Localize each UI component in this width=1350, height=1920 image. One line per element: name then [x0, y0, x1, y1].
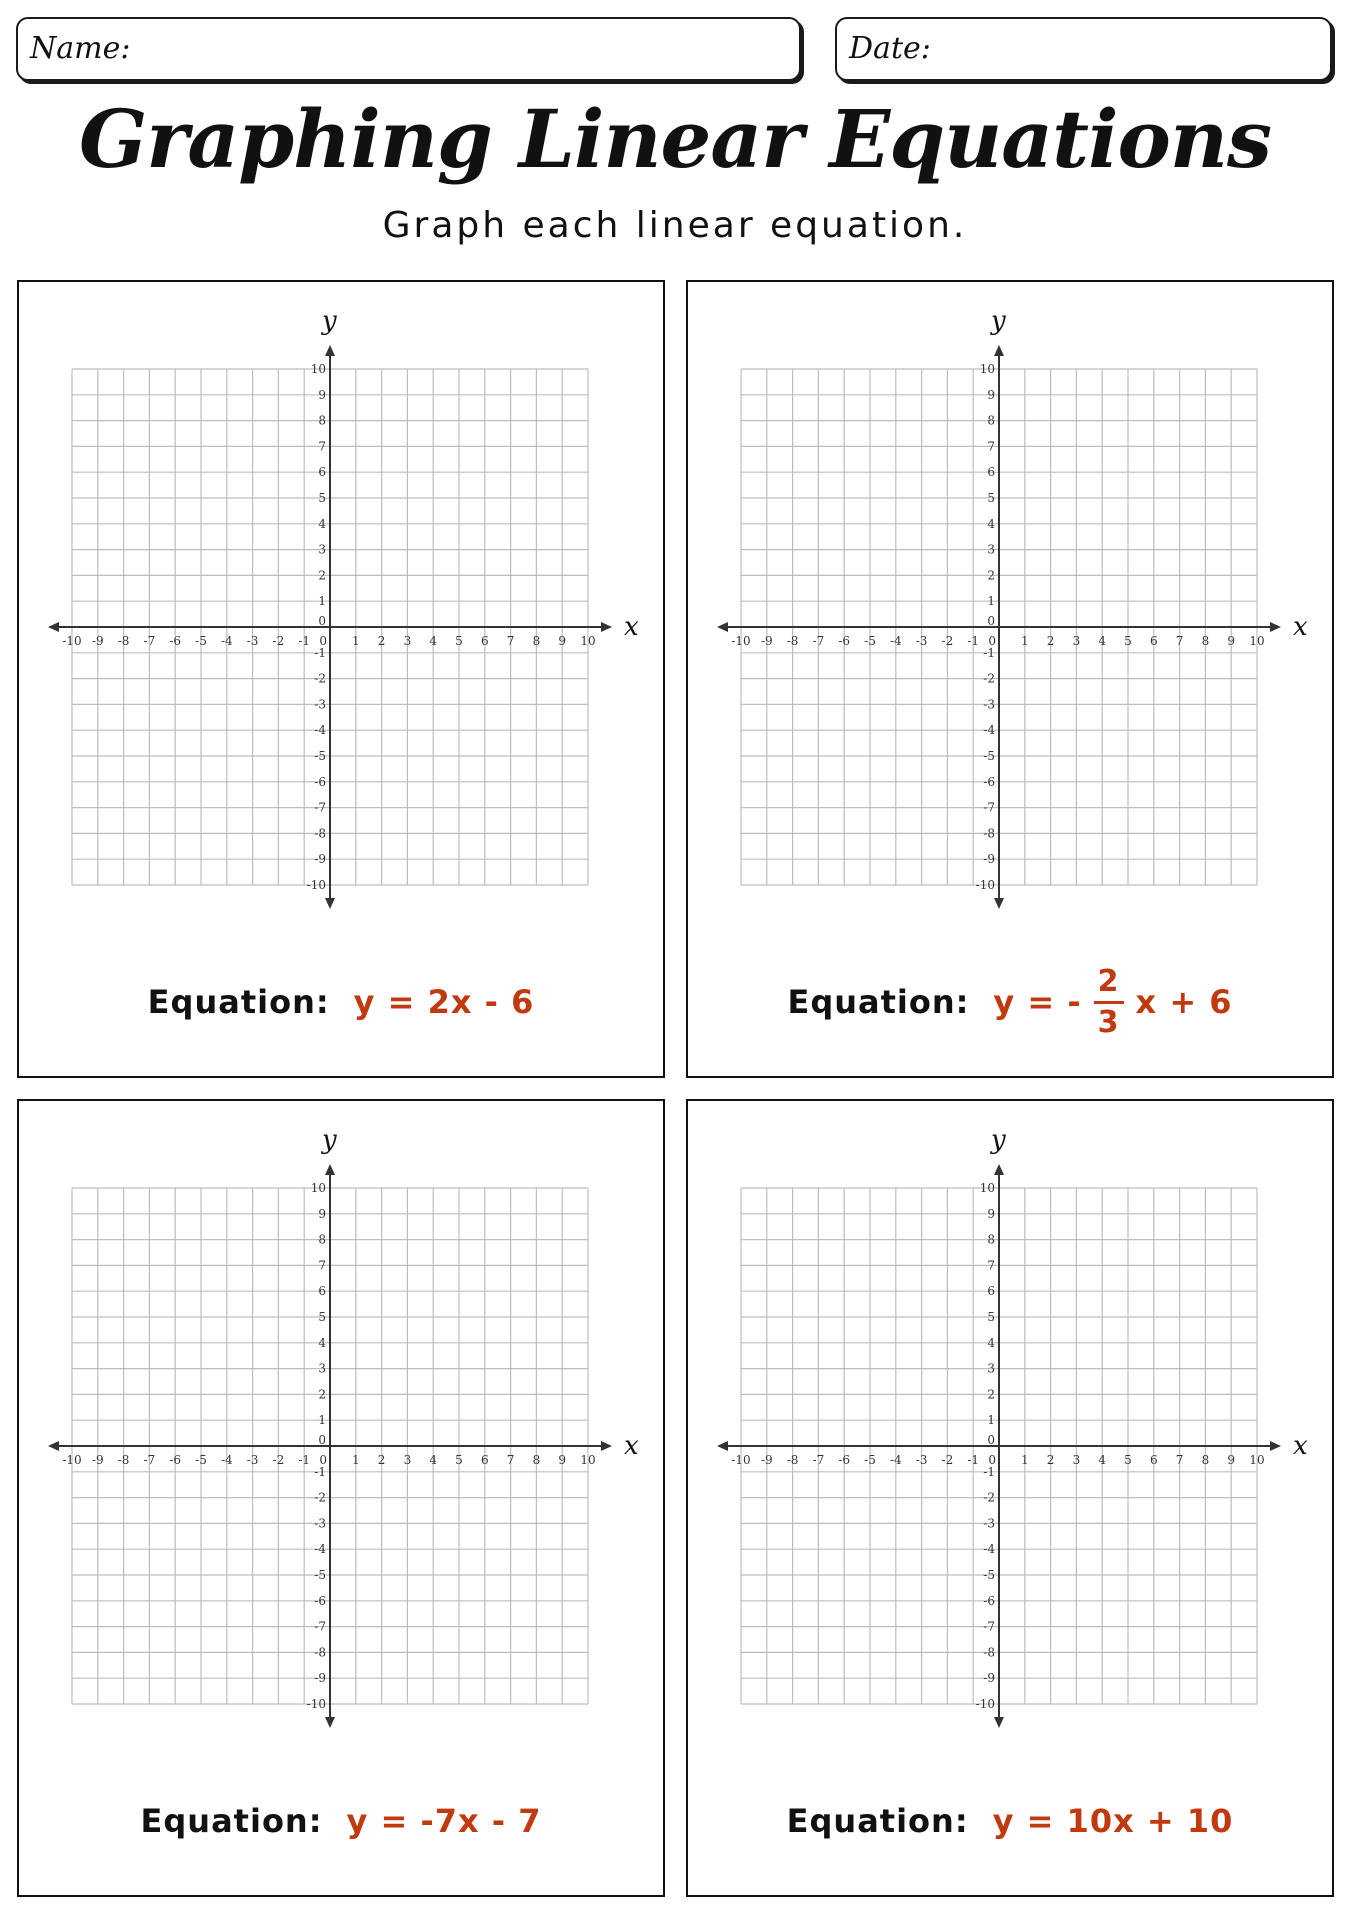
- x-tick-label: 9: [558, 1453, 567, 1467]
- x-axis-label: x: [1293, 612, 1308, 642]
- y-tick-label: -6: [983, 1593, 995, 1608]
- y-tick-label: 0: [318, 614, 326, 628]
- y-tick-label: 1: [987, 594, 995, 609]
- x-axis-arrow-left: [48, 622, 59, 632]
- x-tick-label: 10: [1249, 634, 1265, 648]
- y-tick-label: -6: [983, 774, 995, 789]
- y-axis-label: y: [322, 306, 337, 336]
- x-tick-label: 10: [580, 634, 596, 648]
- x-axis-label: x: [624, 612, 639, 642]
- y-axis-arrow-down: [325, 1717, 335, 1728]
- y-tick-label: 0: [318, 1433, 326, 1447]
- y-tick-label: -7: [314, 800, 326, 815]
- x-tick-label: 6: [480, 1453, 489, 1467]
- y-tick-label: -5: [983, 1568, 995, 1582]
- y-tick-label: 3: [987, 1361, 995, 1376]
- x-tick-label: 2: [1046, 1453, 1055, 1467]
- x-tick-label: -9: [760, 1453, 773, 1467]
- y-tick-label: 4: [318, 1335, 326, 1350]
- problem-panel-1: [17, 280, 665, 1078]
- x-tick-label: 8: [532, 1453, 541, 1467]
- coordinate-grid[interactable]: [19, 282, 663, 962]
- equation-expression: [993, 963, 1233, 1040]
- y-axis-arrow-up: [325, 1164, 335, 1175]
- y-tick-label: -3: [983, 697, 995, 712]
- name-label: Name:: [30, 31, 131, 66]
- x-tick-label: -3: [246, 634, 259, 648]
- equation-label: Equation:: [787, 983, 970, 1021]
- x-tick-label: 0: [988, 1453, 996, 1467]
- y-tick-label: 7: [987, 1258, 995, 1273]
- x-tick-label: -4: [889, 634, 902, 648]
- y-tick-label: -4: [314, 1542, 326, 1557]
- y-tick-label: 4: [987, 1335, 995, 1350]
- y-tick-label: -10: [306, 878, 326, 892]
- y-axis-arrow-up: [994, 1164, 1004, 1175]
- x-tick-label: 5: [1124, 634, 1132, 648]
- y-axis-label: y: [991, 1125, 1006, 1155]
- x-tick-label: 1: [1020, 634, 1029, 648]
- x-tick-label: -10: [62, 1453, 82, 1467]
- y-axis-arrow-down: [994, 898, 1004, 909]
- y-tick-label: 0: [987, 1433, 995, 1447]
- y-tick-label: -8: [314, 1645, 326, 1660]
- y-axis-arrow-down: [325, 898, 335, 909]
- x-tick-label: -10: [62, 634, 82, 648]
- x-tick-label: 2: [377, 634, 386, 648]
- y-tick-label: 7: [987, 439, 995, 454]
- y-tick-label: 6: [987, 465, 995, 480]
- y-tick-label: 9: [318, 1206, 326, 1221]
- x-axis-label: x: [624, 1431, 639, 1461]
- x-tick-label: -7: [812, 1453, 825, 1467]
- y-tick-label: -9: [983, 1671, 995, 1686]
- y-tick-label: 2: [987, 1387, 995, 1402]
- equation-label: Equation:: [786, 1802, 969, 1840]
- x-tick-label: 1: [351, 634, 360, 648]
- x-tick-label: -1: [298, 1453, 311, 1467]
- x-tick-label: -3: [246, 1453, 259, 1467]
- x-tick-label: -4: [220, 1453, 233, 1467]
- y-tick-label: -4: [314, 723, 326, 738]
- x-tick-label: 0: [319, 634, 327, 648]
- x-tick-label: -2: [941, 1453, 954, 1467]
- x-tick-label: 5: [455, 1453, 463, 1467]
- y-tick-label: -8: [983, 826, 995, 841]
- y-tick-label: 8: [987, 1232, 995, 1247]
- y-tick-label: -2: [983, 671, 995, 686]
- coordinate-grid[interactable]: [688, 1101, 1332, 1781]
- x-tick-label: -6: [169, 634, 182, 648]
- x-tick-label: 0: [319, 1453, 327, 1467]
- x-tick-label: -8: [786, 1453, 799, 1467]
- y-axis-arrow-down: [994, 1717, 1004, 1728]
- y-axis-arrow-up: [325, 345, 335, 356]
- x-tick-label: 5: [455, 634, 463, 648]
- y-tick-label: -2: [983, 1490, 995, 1505]
- y-tick-label: -10: [975, 1697, 995, 1711]
- y-tick-label: -7: [983, 1619, 995, 1634]
- y-tick-label: -1: [314, 645, 326, 660]
- y-tick-label: -5: [314, 1568, 326, 1582]
- y-tick-label: -4: [983, 1542, 995, 1557]
- y-tick-label: 2: [318, 568, 326, 583]
- y-tick-label: 8: [318, 413, 326, 428]
- y-tick-label: 10: [310, 1181, 326, 1195]
- x-tick-label: -3: [915, 1453, 928, 1467]
- x-tick-label: 9: [1227, 634, 1236, 648]
- page-title: Graphing Linear Equations: [78, 92, 1272, 186]
- equation-prefix: y = -: [993, 983, 1082, 1021]
- y-tick-label: -6: [314, 774, 326, 789]
- y-tick-label: 9: [987, 1206, 995, 1221]
- x-axis-arrow-right: [1270, 622, 1281, 632]
- x-tick-label: 10: [1249, 1453, 1265, 1467]
- y-tick-label: 5: [318, 491, 326, 505]
- y-tick-label: 10: [979, 362, 995, 376]
- date-label: Date:: [849, 31, 931, 66]
- x-tick-label: -9: [91, 634, 104, 648]
- equation-row: [19, 967, 663, 1037]
- y-tick-label: 2: [987, 568, 995, 583]
- x-tick-label: -6: [838, 634, 851, 648]
- y-tick-label: -7: [314, 1619, 326, 1634]
- equation-row: [688, 1786, 1332, 1856]
- y-tick-label: 8: [987, 413, 995, 428]
- equation-expression: y = -7x - 7: [346, 1802, 542, 1840]
- x-tick-label: -1: [967, 634, 980, 648]
- date-field[interactable]: [835, 17, 1332, 81]
- y-tick-label: -10: [306, 1697, 326, 1711]
- x-tick-label: -4: [889, 1453, 902, 1467]
- x-axis-arrow-left: [48, 1441, 59, 1451]
- fraction-denominator: 3: [1097, 1004, 1120, 1040]
- y-tick-label: 1: [318, 1413, 326, 1428]
- y-tick-label: -5: [983, 749, 995, 763]
- x-tick-label: 2: [377, 1453, 386, 1467]
- x-tick-label: -5: [195, 1453, 207, 1467]
- y-tick-label: -5: [314, 749, 326, 763]
- x-tick-label: 3: [1072, 1453, 1081, 1467]
- x-tick-label: -2: [941, 634, 954, 648]
- x-tick-label: -5: [864, 634, 876, 648]
- x-tick-label: 9: [1227, 1453, 1236, 1467]
- equation-expression: y = 10x + 10: [992, 1802, 1234, 1840]
- x-tick-label: -5: [864, 1453, 876, 1467]
- y-tick-label: -9: [983, 852, 995, 867]
- y-tick-label: -4: [983, 723, 995, 738]
- x-tick-label: 4: [429, 634, 438, 648]
- y-tick-label: -10: [975, 878, 995, 892]
- x-tick-label: 2: [1046, 634, 1055, 648]
- x-tick-label: 8: [532, 634, 541, 648]
- coordinate-grid[interactable]: [19, 1101, 663, 1781]
- x-tick-label: 4: [1098, 634, 1107, 648]
- x-tick-label: 6: [1149, 634, 1158, 648]
- x-tick-label: -7: [812, 634, 825, 648]
- x-tick-label: -9: [760, 634, 773, 648]
- x-tick-label: -6: [838, 1453, 851, 1467]
- x-tick-label: 6: [480, 634, 489, 648]
- x-tick-label: 1: [1020, 1453, 1029, 1467]
- x-axis-arrow-right: [1270, 1441, 1281, 1451]
- x-tick-label: -9: [91, 1453, 104, 1467]
- y-tick-label: 1: [318, 594, 326, 609]
- y-tick-label: 4: [318, 516, 326, 531]
- equation-label: Equation:: [140, 1802, 323, 1840]
- y-tick-label: 5: [318, 1310, 326, 1324]
- x-tick-label: 6: [1149, 1453, 1158, 1467]
- x-tick-label: 10: [580, 1453, 596, 1467]
- x-tick-label: -7: [143, 1453, 156, 1467]
- equation-label: Equation:: [147, 983, 330, 1021]
- y-tick-label: -2: [314, 1490, 326, 1505]
- x-tick-label: 7: [1175, 1453, 1184, 1467]
- y-tick-label: 6: [987, 1284, 995, 1299]
- x-axis-arrow-right: [601, 1441, 612, 1451]
- x-tick-label: -8: [786, 634, 799, 648]
- y-tick-label: -8: [314, 826, 326, 841]
- x-tick-label: -2: [272, 634, 285, 648]
- y-tick-label: 7: [318, 1258, 326, 1273]
- y-tick-label: 9: [318, 387, 326, 402]
- x-tick-label: 3: [403, 1453, 412, 1467]
- x-tick-label: -10: [731, 1453, 751, 1467]
- y-tick-label: 10: [979, 1181, 995, 1195]
- y-axis-label: y: [991, 306, 1006, 336]
- x-tick-label: 7: [506, 634, 515, 648]
- y-tick-label: -3: [314, 697, 326, 712]
- equation-suffix: x + 6: [1135, 983, 1233, 1021]
- x-tick-label: -1: [967, 1453, 980, 1467]
- y-tick-label: -9: [314, 1671, 326, 1686]
- y-tick-label: 5: [987, 1310, 995, 1324]
- y-tick-label: 5: [987, 491, 995, 505]
- y-tick-label: 2: [318, 1387, 326, 1402]
- y-tick-label: 6: [318, 465, 326, 480]
- y-tick-label: 9: [987, 387, 995, 402]
- y-axis-label: y: [322, 1125, 337, 1155]
- y-tick-label: 3: [987, 542, 995, 557]
- x-tick-label: -5: [195, 634, 207, 648]
- x-tick-label: 7: [506, 1453, 515, 1467]
- x-tick-label: 8: [1201, 634, 1210, 648]
- x-tick-label: 9: [558, 634, 567, 648]
- y-axis-arrow-up: [994, 345, 1004, 356]
- fraction-numerator: 2: [1094, 967, 1124, 1004]
- fraction: [1094, 963, 1124, 1040]
- y-tick-label: -1: [983, 645, 995, 660]
- x-tick-label: -2: [272, 1453, 285, 1467]
- x-tick-label: -7: [143, 634, 156, 648]
- y-tick-label: 0: [987, 614, 995, 628]
- instructions: Graph each linear equation.: [382, 205, 968, 246]
- y-tick-label: -2: [314, 671, 326, 686]
- x-axis-label: x: [1293, 1431, 1308, 1461]
- x-tick-label: -4: [220, 634, 233, 648]
- x-tick-label: -1: [298, 634, 311, 648]
- x-tick-label: 3: [403, 634, 412, 648]
- x-tick-label: 4: [1098, 1453, 1107, 1467]
- y-tick-label: 3: [318, 1361, 326, 1376]
- x-tick-label: 8: [1201, 1453, 1210, 1467]
- x-tick-label: -8: [117, 634, 130, 648]
- x-tick-label: 5: [1124, 1453, 1132, 1467]
- x-tick-label: 1: [351, 1453, 360, 1467]
- coordinate-grid[interactable]: [688, 282, 1332, 962]
- x-tick-label: -3: [915, 634, 928, 648]
- y-tick-label: 6: [318, 1284, 326, 1299]
- y-tick-label: 8: [318, 1232, 326, 1247]
- x-tick-label: -6: [169, 1453, 182, 1467]
- y-tick-label: 10: [310, 362, 326, 376]
- y-tick-label: -9: [314, 852, 326, 867]
- y-tick-label: 3: [318, 542, 326, 557]
- y-tick-label: -1: [983, 1464, 995, 1479]
- y-tick-label: -6: [314, 1593, 326, 1608]
- y-tick-label: -3: [983, 1516, 995, 1531]
- x-tick-label: 4: [429, 1453, 438, 1467]
- y-tick-label: -3: [314, 1516, 326, 1531]
- equation-expression: y = 2x - 6: [353, 983, 535, 1021]
- y-tick-label: -1: [314, 1464, 326, 1479]
- y-tick-label: -8: [983, 1645, 995, 1660]
- equation-row: [688, 963, 1332, 1040]
- name-field[interactable]: [16, 17, 801, 81]
- x-axis-arrow-right: [601, 622, 612, 632]
- x-tick-label: -8: [117, 1453, 130, 1467]
- equation-row: [19, 1786, 663, 1856]
- x-tick-label: 7: [1175, 634, 1184, 648]
- y-tick-label: 1: [987, 1413, 995, 1428]
- problem-panel-4: [686, 1099, 1334, 1897]
- problem-panel-3: [17, 1099, 665, 1897]
- x-axis-arrow-left: [717, 622, 728, 632]
- x-tick-label: 0: [988, 634, 996, 648]
- y-tick-label: 7: [318, 439, 326, 454]
- y-tick-label: 4: [987, 516, 995, 531]
- problem-panel-2: [686, 280, 1334, 1078]
- x-axis-arrow-left: [717, 1441, 728, 1451]
- x-tick-label: 3: [1072, 634, 1081, 648]
- x-tick-label: -10: [731, 634, 751, 648]
- y-tick-label: -7: [983, 800, 995, 815]
